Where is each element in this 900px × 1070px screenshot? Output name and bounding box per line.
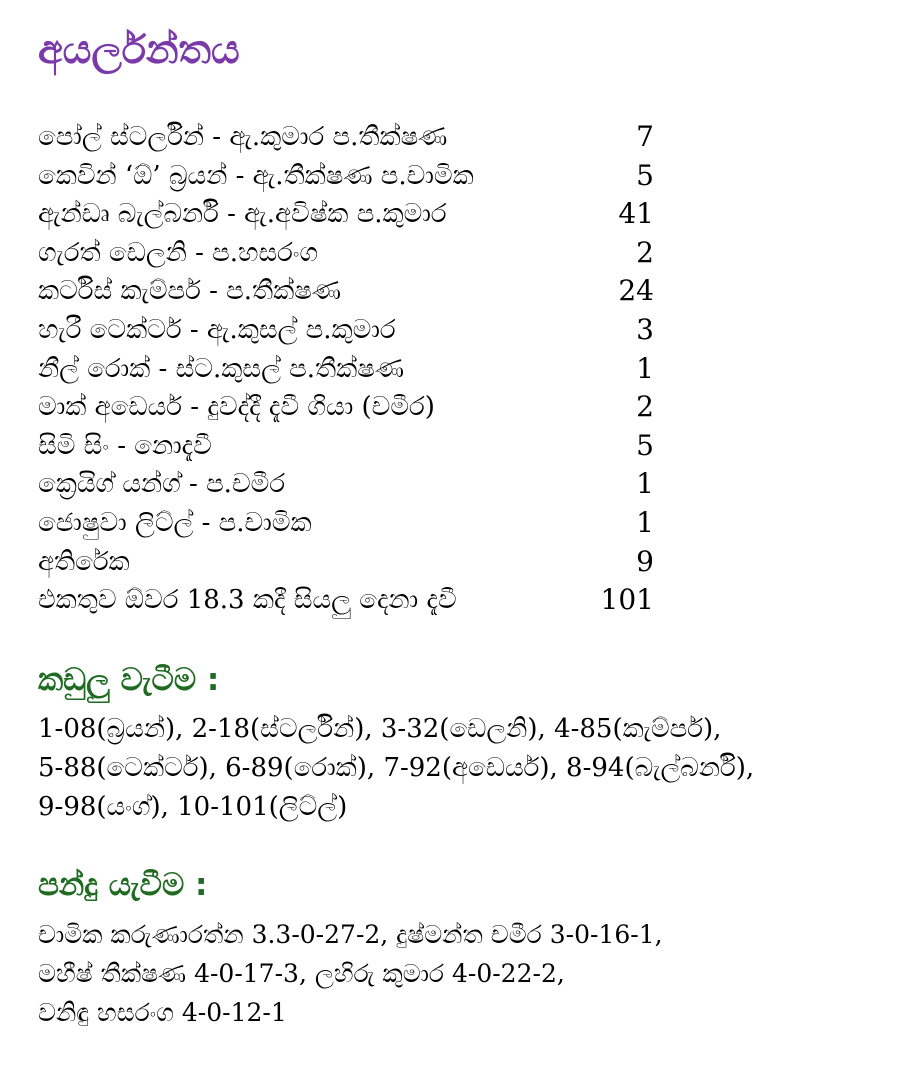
bowling-line: මහීෂ් තීක්ෂණ 4-0-17-3, ලහිරු කුමාර 4-0-22-2, xyxy=(38,959,565,988)
batter-dismissal: පෝල් ස්ටර්ලින් - ඇ.කුමාර ප.තීක්ෂණ xyxy=(38,122,448,152)
total-runs: 101 xyxy=(600,583,654,617)
bowling-line: චාමික කරුණාරත්න 3.3-0-27-2, දුෂ්මන්ත චමීර 3-0-16-1, xyxy=(38,920,663,949)
extras-row xyxy=(38,543,678,582)
batting-scorecard xyxy=(38,118,678,620)
batter-dismissal: කෙවින් ‘ඕ’ බ්‍රයන් - ඇ.තීක්ෂණ ප.චාමික xyxy=(38,160,474,191)
fall-of-wickets-text xyxy=(38,710,868,827)
batting-row xyxy=(38,465,678,504)
batter-dismissal: හැරී ටෙක්ටර් - ඇ.කුසල් ප.කුමාර xyxy=(38,314,396,345)
batter-dismissal: මාක් අඩෙයර් - දුවද්දී දැවී ගියා (චමීර) xyxy=(38,392,435,423)
batting-row xyxy=(38,157,678,196)
total-row xyxy=(38,581,678,620)
batting-row xyxy=(38,234,678,273)
batter-dismissal: ඇන්ඩෘ බැල්බර්නි - ඇ.අවිෂ්ක ප.කුමාර xyxy=(38,199,447,230)
batter-dismissal: කර්ටිස් කැම්පර් - ප.තීක්ෂණ xyxy=(38,276,342,307)
batter-runs: 24 xyxy=(618,274,654,308)
batter-dismissal: ජොෂුවා ලිට්ල් - ප.චාමික xyxy=(38,507,312,538)
batter-runs: 7 xyxy=(636,120,654,153)
batter-runs: 41 xyxy=(618,197,654,231)
batter-runs: 3 xyxy=(636,312,654,346)
batter-runs: 2 xyxy=(636,390,654,424)
batter-runs: 5 xyxy=(636,428,654,462)
scorecard-page xyxy=(38,22,878,1027)
fall-of-wickets-line: 5-88(ටෙක්ටර්), 6-89(රොක්), 7-92(අඩෙයර්), 8-94(බැල්බර්නි), xyxy=(38,753,755,783)
total-label: එකතුව ඕවර 18.3 කදී සියලු දෙනා දැවී xyxy=(38,585,457,616)
extras-label: අතිරේක xyxy=(38,546,130,577)
batting-row xyxy=(38,195,678,234)
fall-of-wickets-line: 1-08(බ්‍රයන්), 2-18(ස්ටර්ලින්), 3-32(ඩෙලනි), 4-85(කැම්පර්), xyxy=(38,714,722,744)
batting-row xyxy=(38,504,678,543)
extras-runs: 9 xyxy=(636,544,654,578)
batting-row xyxy=(38,427,678,466)
batting-row xyxy=(38,350,678,389)
batting-row xyxy=(38,118,678,157)
bowling-line: වනිඳු හසරංග 4-0-12-1 xyxy=(38,998,287,1027)
batting-row xyxy=(38,388,678,427)
batter-dismissal: නීල් රොක් - ස්ට.කුසල් ප.තීක්ෂණ xyxy=(38,353,405,384)
batter-runs: 1 xyxy=(636,467,654,501)
bowling-heading: පන්දු යැවීම : xyxy=(38,867,208,903)
fall-of-wickets-heading: කඩුලු වැටීම : xyxy=(38,662,220,698)
batter-runs: 2 xyxy=(636,235,654,269)
bowling-figures-text xyxy=(38,915,868,1032)
team-title: අයර්ලන්තය xyxy=(38,27,240,73)
batter-runs: 1 xyxy=(636,505,654,539)
batter-dismissal: සිමි සිං - නොදැවී xyxy=(38,430,212,461)
batting-row xyxy=(38,311,678,350)
batter-runs: 1 xyxy=(636,351,654,385)
batter-dismissal: ගැරත් ඩෙලනි - ප.හසරංග xyxy=(38,237,319,268)
batter-dismissal: ක්‍රෙයිග් යන්ග් - ප.චමීර xyxy=(38,469,286,500)
batting-row xyxy=(38,272,678,311)
fall-of-wickets-line: 9-98(යංග්), 10-101(ලිට්ල්) xyxy=(38,792,348,822)
batter-runs: 5 xyxy=(636,158,654,192)
